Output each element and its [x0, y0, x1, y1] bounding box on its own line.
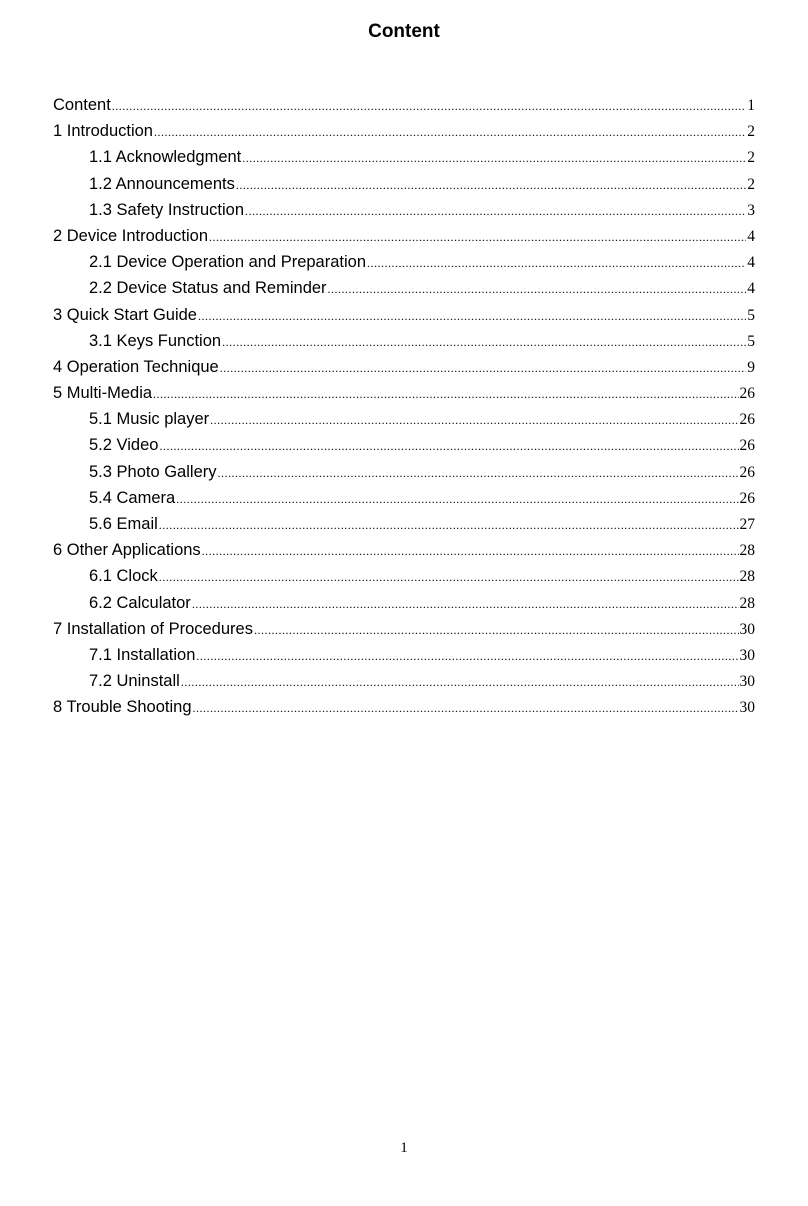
toc-entry-label: 1.3 Safety Instruction — [89, 200, 245, 219]
toc-entry[interactable] — [53, 485, 755, 511]
toc-entry[interactable] — [53, 302, 755, 328]
toc-entry-label: 7 Installation of Procedures — [53, 619, 253, 638]
toc-entry-label: 5.6 Email — [89, 515, 158, 533]
toc-entry[interactable] — [53, 537, 755, 563]
toc-entry-page: 28 — [739, 542, 755, 560]
toc-dot-leader — [222, 329, 746, 354]
toc-entry-page: 26 — [739, 489, 755, 507]
toc-entry-page: 26 — [739, 385, 755, 403]
toc-entry[interactable] — [53, 563, 755, 589]
toc-entry-label: 6.2 Calculator — [89, 593, 191, 612]
toc-entry-label: 4 Operation Technique — [53, 357, 219, 376]
toc-entry-page: 30 — [739, 699, 755, 717]
toc-dot-leader — [159, 512, 739, 537]
toc-entry-page: 26 — [739, 437, 755, 455]
toc-entry-label: 1.2 Announcements — [89, 174, 235, 193]
toc-entry-page: 2 — [747, 123, 755, 141]
toc-entry[interactable] — [53, 118, 755, 144]
toc-dot-leader — [202, 538, 739, 563]
toc-dot-leader — [328, 276, 747, 301]
toc-dot-leader — [209, 224, 746, 249]
toc-entry[interactable] — [53, 380, 755, 406]
toc-entry-label: 7.2 Uninstall — [89, 672, 180, 691]
toc-entry[interactable] — [53, 328, 755, 354]
toc-entry-label: Content — [53, 96, 111, 114]
toc-entry-label: 1 Introduction — [53, 122, 153, 141]
toc-entry[interactable] — [53, 223, 755, 249]
toc-dot-leader — [218, 460, 739, 485]
toc-dot-leader — [181, 669, 739, 694]
toc-dot-leader — [242, 145, 746, 170]
toc-entry-label: 5 Multi-Media — [53, 384, 153, 403]
toc-entry-page: 26 — [739, 411, 755, 429]
toc-dot-leader — [176, 486, 738, 511]
toc-entry[interactable] — [53, 275, 755, 301]
toc-entry[interactable] — [53, 144, 755, 170]
toc-entry-page: 2 — [747, 175, 755, 193]
toc-entry-label: 3.1 Keys Function — [89, 331, 222, 350]
toc-dot-leader — [367, 250, 746, 275]
toc-entry[interactable] — [53, 197, 755, 223]
toc-entry-label: 5.3 Photo Gallery — [89, 462, 217, 481]
toc-entry-label: 1.1 Acknowledgment — [89, 148, 242, 167]
toc-entry-page: 28 — [739, 594, 755, 612]
toc-entry-page: 1 — [747, 97, 755, 114]
toc-entry-page: 28 — [739, 568, 755, 586]
toc-entry[interactable] — [53, 249, 755, 275]
toc-dot-leader — [193, 695, 739, 720]
toc-entry-label: 7.1 Installation — [89, 645, 196, 664]
toc-entry[interactable] — [53, 668, 755, 694]
toc-entry-page: 27 — [739, 516, 755, 533]
toc-entry-label: 5.2 Video — [89, 436, 159, 455]
toc-entry-page: 4 — [747, 254, 755, 272]
toc-entry-page: 4 — [747, 280, 755, 298]
toc-entry-page: 26 — [739, 463, 755, 481]
toc-entry-label: 8 Trouble Shooting — [53, 698, 192, 717]
toc-entry-page: 4 — [747, 227, 755, 245]
toc-entry[interactable] — [53, 590, 755, 616]
toc-dot-leader — [153, 381, 738, 406]
toc-entry-page: 5 — [747, 306, 755, 324]
toc-dot-leader — [159, 433, 738, 458]
toc-dot-leader — [245, 198, 746, 223]
toc-dot-leader — [196, 643, 738, 668]
toc-dot-leader — [154, 119, 746, 144]
toc-entry[interactable] — [53, 354, 755, 380]
toc-entry[interactable] — [53, 432, 755, 458]
toc-entry[interactable] — [53, 616, 755, 642]
toc-entry-label: 3 Quick Start Guide — [53, 305, 197, 324]
toc-entry-page: 9 — [747, 358, 755, 376]
toc-entry-label: 6 Other Applications — [53, 541, 201, 560]
toc-entry-page: 30 — [739, 620, 755, 638]
toc-entry[interactable] — [53, 171, 755, 197]
toc-entry-label: 5.4 Camera — [89, 488, 176, 507]
table-of-contents — [53, 92, 755, 721]
toc-entry[interactable] — [53, 694, 755, 720]
toc-entry-label: 2.2 Device Status and Reminder — [89, 279, 327, 298]
toc-entry-label: 2.1 Device Operation and Preparation — [89, 253, 367, 272]
toc-dot-leader — [159, 564, 739, 589]
toc-entry-label: 2 Device Introduction — [53, 226, 209, 245]
toc-dot-leader — [220, 355, 747, 380]
toc-dot-leader — [210, 407, 738, 432]
toc-entry-page: 2 — [747, 149, 755, 167]
toc-dot-leader — [236, 172, 746, 197]
toc-dot-leader — [112, 93, 746, 118]
toc-entry-page: 30 — [739, 646, 755, 664]
toc-entry[interactable] — [53, 511, 755, 537]
toc-entry-label: 6.1 Clock — [89, 567, 158, 586]
toc-entry[interactable] — [53, 406, 755, 432]
toc-entry-page: 30 — [739, 673, 755, 691]
toc-dot-leader — [192, 591, 739, 616]
page-number: 1 — [400, 1140, 408, 1156]
toc-dot-leader — [254, 617, 739, 642]
toc-entry[interactable] — [53, 459, 755, 485]
toc-entry-page: 3 — [747, 201, 755, 219]
page-title: Content — [368, 21, 440, 42]
toc-entry-page: 5 — [747, 332, 755, 350]
toc-dot-leader — [198, 303, 746, 328]
toc-entry-label: 5.1 Music player — [89, 410, 210, 429]
toc-entry[interactable] — [53, 642, 755, 668]
toc-entry[interactable] — [53, 92, 755, 118]
